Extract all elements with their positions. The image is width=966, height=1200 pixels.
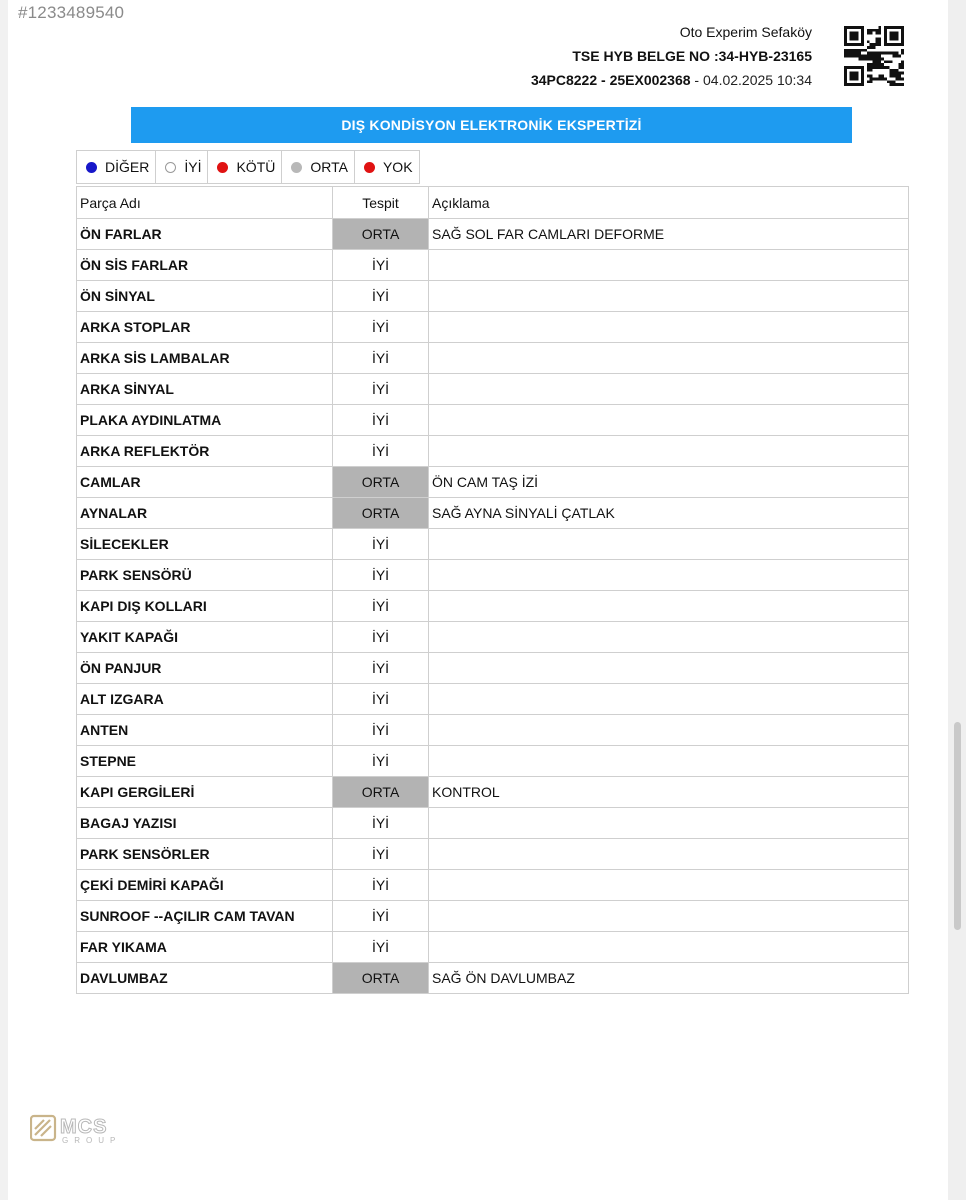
table-row [77,529,909,560]
status-cell: İYİ [333,250,429,281]
part-name: PLAKA AYDINLATMA [77,405,333,436]
status-cell: ORTA [333,467,429,498]
table-row [77,932,909,963]
status-cell: İYİ [333,808,429,839]
table-row [77,684,909,715]
column-header-note: Açıklama [429,187,909,219]
part-name: YAKIT KAPAĞI [77,622,333,653]
tse-certificate: TSE HYB BELGE NO :34-HYB-23165 [572,48,812,64]
svg-text:GROUP: GROUP [62,1136,122,1145]
legend-label: DİĞER [105,159,150,175]
table-row [77,343,909,374]
status-cell: İYİ [333,591,429,622]
legend-label: İYİ [184,159,202,175]
part-name: KAPI GERGİLERİ [77,777,333,808]
legend-item [156,151,208,183]
note-cell [429,591,909,622]
status-cell: İYİ [333,281,429,312]
note-cell [429,746,909,777]
legend-dot-icon [217,162,228,173]
part-name: PARK SENSÖRÜ [77,560,333,591]
table-row [77,870,909,901]
status-cell: İYİ [333,839,429,870]
part-name: ALT IZGARA [77,684,333,715]
mcs-group-logo [30,1113,160,1145]
note-cell [429,374,909,405]
status-cell: İYİ [333,653,429,684]
note-cell: SAĞ ÖN DAVLUMBAZ [429,963,909,994]
note-cell [429,808,909,839]
table-row [77,622,909,653]
table-row [77,405,909,436]
part-name: ÖN FARLAR [77,219,333,250]
part-name: AYNALAR [77,498,333,529]
status-cell: İYİ [333,622,429,653]
status-cell: İYİ [333,529,429,560]
status-cell: İYİ [333,374,429,405]
table-row [77,560,909,591]
part-name: SİLECEKLER [77,529,333,560]
table-row [77,715,909,746]
note-cell [429,250,909,281]
part-name: STEPNE [77,746,333,777]
part-name: ARKA STOPLAR [77,312,333,343]
note-cell [429,405,909,436]
note-cell [429,281,909,312]
table-row [77,777,909,808]
part-name: FAR YIKAMA [77,932,333,963]
status-cell: ORTA [333,777,429,808]
note-cell [429,870,909,901]
note-cell: SAĞ SOL FAR CAMLARI DEFORME [429,219,909,250]
part-name: KAPI DIŞ KOLLARI [77,591,333,622]
part-name: ÖN SİNYAL [77,281,333,312]
status-cell: İYİ [333,932,429,963]
company-name: Oto Experim Sefaköy [679,24,812,40]
table-row [77,746,909,777]
table-row [77,312,909,343]
legend-item [355,151,419,183]
part-name: CAMLAR [77,467,333,498]
status-legend [76,150,420,184]
page-title: DIŞ KONDİSYON ELEKTRONİK EKSPERTİZİ [131,107,852,143]
datetime-separator: - [690,72,703,88]
note-cell [429,684,909,715]
status-cell: İYİ [333,436,429,467]
table-row [77,498,909,529]
note-cell [429,560,909,591]
qr-code-icon [844,26,904,86]
note-cell [429,312,909,343]
note-cell [429,901,909,932]
part-name: ÇEKİ DEMİRİ KAPAĞI [77,870,333,901]
table-row [77,808,909,839]
note-cell [429,436,909,467]
note-cell [429,622,909,653]
table-row [77,963,909,994]
legend-dot-icon [165,162,176,173]
logo-lettering: MCS [60,1116,108,1138]
scrollbar-thumb[interactable] [954,722,961,930]
part-name: BAGAJ YAZISI [77,808,333,839]
table-row [77,467,909,498]
table-row [77,436,909,467]
table-row [77,591,909,622]
legend-label: YOK [382,159,413,175]
table-row [77,281,909,312]
legend-dot-icon [364,162,375,173]
status-cell: İYİ [333,343,429,374]
part-name: ARKA SİS LAMBALAR [77,343,333,374]
part-name: SUNROOF --AÇILIR CAM TAVAN [77,901,333,932]
legend-label: KÖTÜ [236,159,276,175]
part-name: PARK SENSÖRLER [77,839,333,870]
legend-item [77,151,156,183]
note-cell [429,932,909,963]
status-cell: İYİ [333,901,429,932]
note-cell [429,343,909,374]
legend-label: ORTA [310,159,348,175]
status-cell: İYİ [333,684,429,715]
listing-id: #1233489540 [18,3,125,22]
status-cell: İYİ [333,870,429,901]
report-datetime: 04.02.2025 10:34 [703,72,812,88]
table-row [77,839,909,870]
table-row [77,901,909,932]
status-cell: İYİ [333,560,429,591]
legend-dot-icon [86,162,97,173]
note-cell [429,653,909,684]
note-cell [429,529,909,560]
report-page [8,0,948,1200]
status-cell: İYİ [333,746,429,777]
status-cell: İYİ [333,312,429,343]
table-header-row [77,187,909,219]
note-cell: KONTROL [429,777,909,808]
part-name: DAVLUMBAZ [77,963,333,994]
note-cell: ÖN CAM TAŞ İZİ [429,467,909,498]
part-name: ÖN SİS FARLAR [77,250,333,281]
part-name: ANTEN [77,715,333,746]
scrollbar-track[interactable] [948,0,966,1200]
table-row [77,250,909,281]
note-cell: SAĞ AYNA SİNYALİ ÇATLAK [429,498,909,529]
part-name: ARKA REFLEKTÖR [77,436,333,467]
report-header [531,20,812,92]
column-header-part: Parça Adı [77,187,333,219]
status-cell: İYİ [333,405,429,436]
inspection-table [76,186,909,994]
column-header-status: Tespit [333,187,429,219]
note-cell [429,839,909,870]
report-codes: 34PC8222 - 25EX002368 [530,72,691,88]
status-cell: ORTA [333,498,429,529]
table-row [77,653,909,684]
table-row [77,374,909,405]
status-cell: İYİ [333,715,429,746]
part-name: ARKA SİNYAL [77,374,333,405]
status-cell: ORTA [333,219,429,250]
part-name: ÖN PANJUR [77,653,333,684]
table-row [77,219,909,250]
legend-item [282,151,355,183]
legend-item [208,151,282,183]
legend-dot-icon [291,162,302,173]
note-cell [429,715,909,746]
report-code-line [531,68,812,92]
status-cell: ORTA [333,963,429,994]
